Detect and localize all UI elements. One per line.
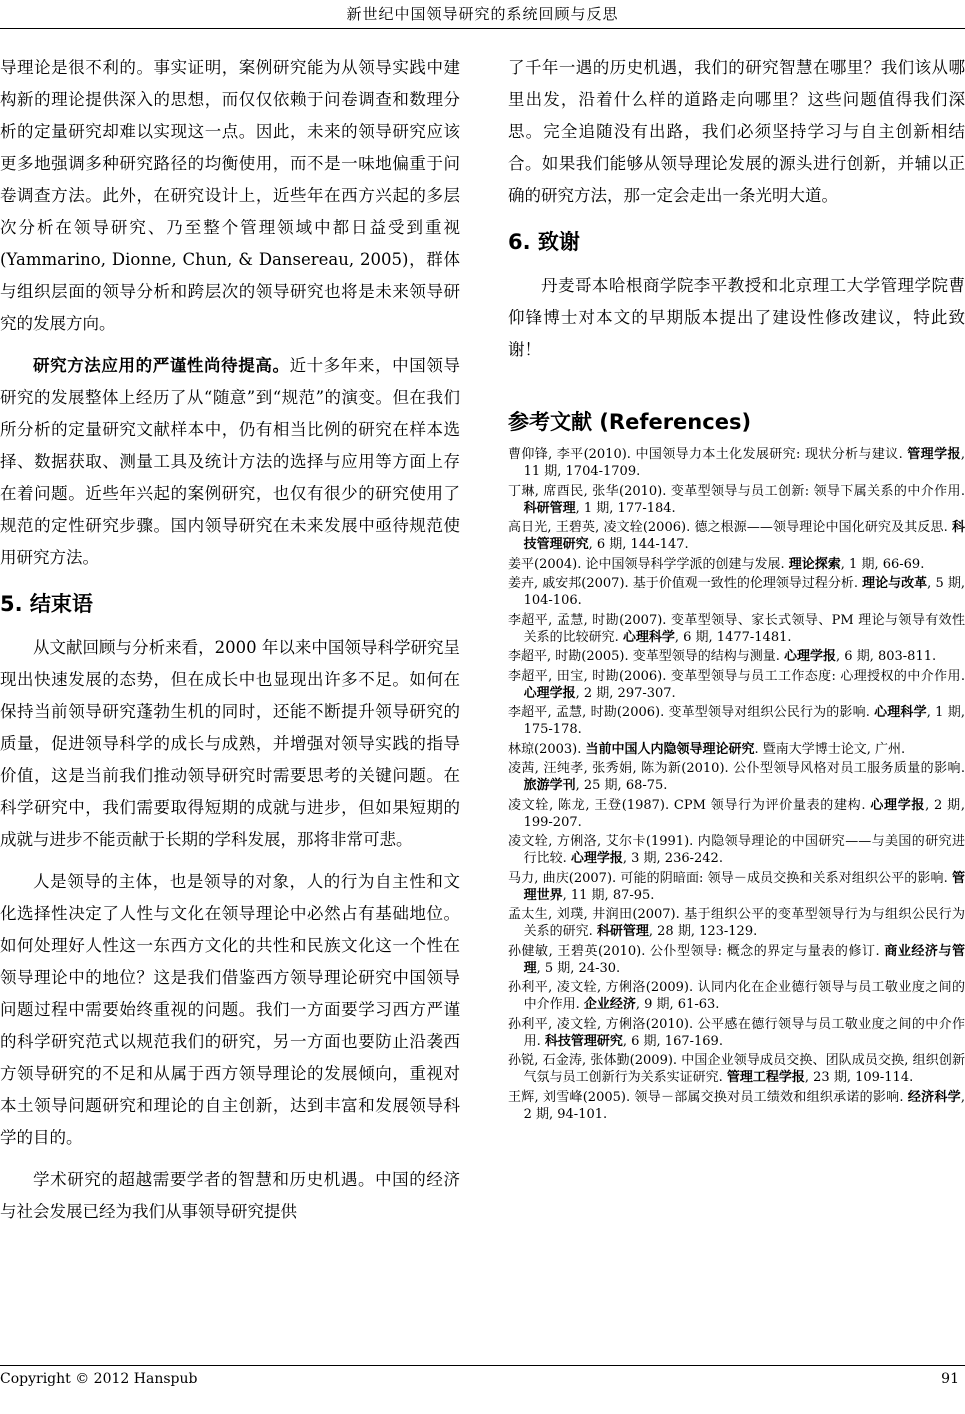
reference-journal: 理论与改革 xyxy=(862,576,928,591)
references-heading: 参考文献 (References) xyxy=(508,410,752,434)
reference-text: 王辉, 刘雪峰(2005). 领导－部属交换对员工绩效和组织承诺的影响. xyxy=(508,1089,908,1105)
reference-item xyxy=(508,519,965,553)
reference-text: 孙锐, 石金涛, 张体勤(2009). 中国企业领导成员交换、团队成员交换, 组织创新气氛与员工创新行为关系实证研究. xyxy=(508,1053,965,1085)
reference-text: , 2 期, 199-207. xyxy=(523,797,965,830)
reference-journal: 管理学报 xyxy=(907,447,961,462)
reference-item xyxy=(508,556,965,573)
reference-journal: 心理学报 xyxy=(784,649,837,664)
reference-text: . 暨南大学博士论文, 广州. xyxy=(754,741,906,757)
reference-text: 孙利平, 凌文辁, 方俐洛(2010). 公平感在德行领导与员工敬业度之间的中介作用. xyxy=(508,1016,965,1049)
reference-text: , 6 期, 1477-1481. xyxy=(674,629,792,645)
reference-journal: 企业经济 xyxy=(583,997,636,1012)
reference-item xyxy=(508,760,965,794)
page-number: 91 xyxy=(941,1371,959,1387)
reference-item xyxy=(508,575,965,609)
reference-journal: 心理学报 xyxy=(570,851,623,866)
reference-item xyxy=(508,870,965,904)
body-paragraph: 导理论是很不利的。事实证明，案例研究能为从领导实践中建构新的理论提供深入的思想，而仅仅依赖于问卷调查和数理分析的定量研究却难以实现这一点。因此，未来的领导研究应该更多地强调多种研究路径的均衡使用，而不是一味地偏重于问卷调查方法。此外，在研究设计上，近些年在西方兴起的多层次分析在领导研究、乃至整个管理领域中都日益受到重视(Yammarino, Dionne, Chun, & Dansereau, 2005)，群体与组织层面的领导分析和跨层次的领导研究也将是未来领导研究的发展方向。 xyxy=(0,58,460,333)
reference-item xyxy=(508,612,965,646)
reference-item xyxy=(508,483,965,517)
reference-item xyxy=(508,797,965,831)
reference-text: , 5 期, 104-106. xyxy=(523,576,965,608)
reference-journal: 心理学报 xyxy=(870,797,926,813)
section-heading-acknowledgement: 6. 致谢 xyxy=(508,230,580,254)
reference-journal: 管理工程学报 xyxy=(726,1070,805,1085)
footer-rule xyxy=(0,1365,965,1366)
reference-text: , 2 期, 94-101. xyxy=(523,1089,965,1122)
reference-item xyxy=(508,1052,965,1086)
header-rule xyxy=(0,28,965,29)
right-column xyxy=(508,52,965,1125)
running-title: 新世纪中国领导研究的系统回顾与反思 xyxy=(346,5,619,23)
reference-item xyxy=(508,741,965,758)
body-paragraph xyxy=(0,350,460,574)
reference-text: , 23 期, 109-114. xyxy=(804,1070,914,1085)
reference-journal: 心理科学 xyxy=(874,705,927,720)
reference-text: , 1 期, 66-69. xyxy=(840,556,925,572)
reference-text: 凌文辁, 方俐洛, 艾尔卡(1991). 内隐领导理论的中国研究——与美国的研究进行比较. xyxy=(508,834,965,866)
reference-text: , 9 期, 61-63. xyxy=(635,997,720,1012)
references-list xyxy=(508,446,965,1123)
reference-journal: 心理科学 xyxy=(622,629,675,645)
reference-text: 曹仰锋, 李平(2010). 中国领导力本土化发展研究: 现状分析与建议. xyxy=(508,447,908,462)
reference-journal: 理论探索 xyxy=(788,556,841,572)
reference-journal: 经济科学 xyxy=(907,1089,961,1105)
reference-text: , 5 期, 24-30. xyxy=(536,960,621,976)
paragraph-lead: 研究方法应用的严谨性尚待提高。 xyxy=(33,356,290,375)
reference-text: 孙健敏, 王碧英(2010). 公仆型领导: 概念的界定与量表的修订. xyxy=(508,943,885,959)
acknowledgement-paragraph: 丹麦哥本哈根商学院李平教授和北京理工大学管理学院曹仰锋博士对本文的早期版本提出了建设性修改建议，特此致谢！ xyxy=(508,276,965,359)
reference-journal: 科技管理研究 xyxy=(544,1033,623,1049)
reference-item xyxy=(508,648,965,665)
reference-text: , 6 期, 803-811. xyxy=(836,649,937,664)
reference-item xyxy=(508,1089,965,1123)
reference-text: , 3 期, 236-242. xyxy=(622,851,723,866)
body-paragraph: 人是领导的主体，也是领导的对象，人的行为自主性和文化选择性决定了人性与文化在领导理论中必然占有基础地位。如何处理好人性这一东西方文化的共性和民族文化这一个性在领导理论中的地位？这是我们借鉴西方领导理论研究中国领导问题过程中需要始终重视的问题。我们一方面要学习西方严谨的科学研究范式以规范我们的研究，另一方面也要防止沿袭西方领导研究的不足和从属于西方领导理论的发展倾向，重视对本土领导问题研究和理论的自主创新，达到丰富和发展领导科学的目的。 xyxy=(0,872,460,1147)
reference-item xyxy=(508,833,965,867)
reference-text: , 28 期, 123-129. xyxy=(648,924,758,939)
copyright-notice: Copyright © 2012 Hanspub xyxy=(0,1371,198,1387)
reference-text: 李超平, 孟慧, 时勘(2007). 变革型领导、家长式领导、PM 理论与领导有效性关系的比较研究. xyxy=(508,612,965,645)
reference-text: , 1 期, 177-184. xyxy=(575,500,676,516)
body-paragraph: 学术研究的超越需要学者的智慧和历史机遇。中国的经济与社会发展已经为我们从事领导研究提供 xyxy=(0,1170,460,1221)
reference-item xyxy=(508,943,965,977)
reference-text: 凌文辁, 陈龙, 王登(1987). CPM 领导行为评价量表的建构. xyxy=(508,797,871,813)
body-paragraph: 了千年一遇的历史机遇，我们的研究智慧在哪里？我们该从哪里出发，沿着什么样的道路走向哪里？这些问题值得我们深思。完全追随没有出路，我们必须坚持学习与自主创新相结合。如果我们能够从领导理论发展的源头进行创新，并辅以正确的研究方法，那一定会走出一条光明大道。 xyxy=(508,58,965,205)
reference-text: , 1 期, 175-178. xyxy=(523,705,965,737)
reference-item xyxy=(508,1016,965,1050)
reference-item xyxy=(508,668,965,702)
reference-text: 凌茜, 汪纯孝, 张秀娟, 陈为新(2010). 公仆型领导风格对员工服务质量的影响. xyxy=(508,761,965,776)
reference-text: 高日光, 王碧英, 凌文辁(2006). 德之根源——领导理论中国化研究及其反思. xyxy=(508,520,952,535)
body-paragraph: 从文献回顾与分析来看，2000 年以来中国领导科学研究呈现出快速发展的态势，但在成长中也显现出许多不足。如何在保持当前领导研究蓬勃生机的同时，还能不断提升领导研究的质量，促进领导科学的成长与成熟，并增强对领导实践的指导价值，这是当前我们推动领导研究时需要思考的关键问题。在科学研究中，我们需要取得短期的成就与进步，但如果短期的成就与进步不能贡献于长期的学科发展，那将非常可悲。 xyxy=(0,638,460,849)
reference-text: , 2 期, 297-307. xyxy=(575,685,676,701)
reference-text: , 11 期, 87-95. xyxy=(562,887,655,903)
reference-text: 李超平, 孟慧, 时勘(2006). 变革型领导对组织公民行为的影响. xyxy=(508,705,875,720)
reference-text: 林琼(2003). xyxy=(508,741,586,757)
reference-text: , 25 期, 68-75. xyxy=(575,778,668,793)
reference-journal: 商业经济与管理 xyxy=(523,943,965,976)
reference-text: 丁琳, 席酉民, 张华(2010). 变革型领导与员工创新: 领导下属关系的中介作用. xyxy=(508,483,965,499)
reference-item xyxy=(508,906,965,940)
reference-item xyxy=(508,446,965,480)
reference-text: 孙利平, 凌文辁, 方俐洛(2009). 认同内化在企业德行领导与员工敬业度之间的中介作用. xyxy=(508,980,965,1012)
reference-text: 姜卉, 戚安邦(2007). 基于价值观一致性的伦理领导过程分析. xyxy=(508,576,863,591)
reference-journal: 管理世界 xyxy=(523,870,965,903)
section-heading-conclusion: 5. 结束语 xyxy=(0,592,93,616)
reference-text: , 6 期, 167-169. xyxy=(622,1033,723,1049)
paragraph-body: 近十多年来，中国领导研究的发展整体上经历了从“随意”到“规范”的演变。但在我们所分析的定量研究文献样本中，仍有相当比例的研究在样本选择、数据获取、测量工具及统计方法的选择与应用等方面上存在着问题。近些年兴起的案例研究，也仅有很少的研究使用了规范的定性研究步骤。国内领导研究在未来发展中亟待规范使用研究方法。 xyxy=(0,356,461,567)
reference-text: , 6 期, 144-147. xyxy=(588,537,689,552)
reference-text: , 11 期, 1704-1709. xyxy=(523,447,965,479)
reference-journal: 科技管理研究 xyxy=(523,520,965,552)
reference-item xyxy=(508,979,965,1013)
reference-text: 孟太生, 刘璞, 井润田(2007). 基于组织公平的变革型领导行为与组织公民行为关系的研究. xyxy=(508,907,965,939)
reference-item xyxy=(508,704,965,738)
reference-text: 李超平, 时勘(2005). 变革型领导的结构与测量. xyxy=(508,649,785,664)
reference-journal: 心理学报 xyxy=(523,685,576,701)
reference-text: 姜平(2004). 论中国领导科学学派的创建与发展. xyxy=(508,556,789,572)
reference-journal: 科研管理 xyxy=(596,924,649,939)
reference-journal: 科研管理 xyxy=(523,500,576,516)
left-column xyxy=(0,52,460,1228)
reference-journal: 旅游学刊 xyxy=(523,778,576,793)
reference-text: 李超平, 田宝, 时勘(2006). 变革型领导与员工工作态度: 心理授权的中介作用. xyxy=(508,668,965,684)
reference-text: 马力, 曲庆(2007). 可能的阴暗面: 领导－成员交换和关系对组织公平的影响. xyxy=(508,870,952,886)
reference-journal: 当前中国人内隐领导理论研究 xyxy=(585,741,755,757)
